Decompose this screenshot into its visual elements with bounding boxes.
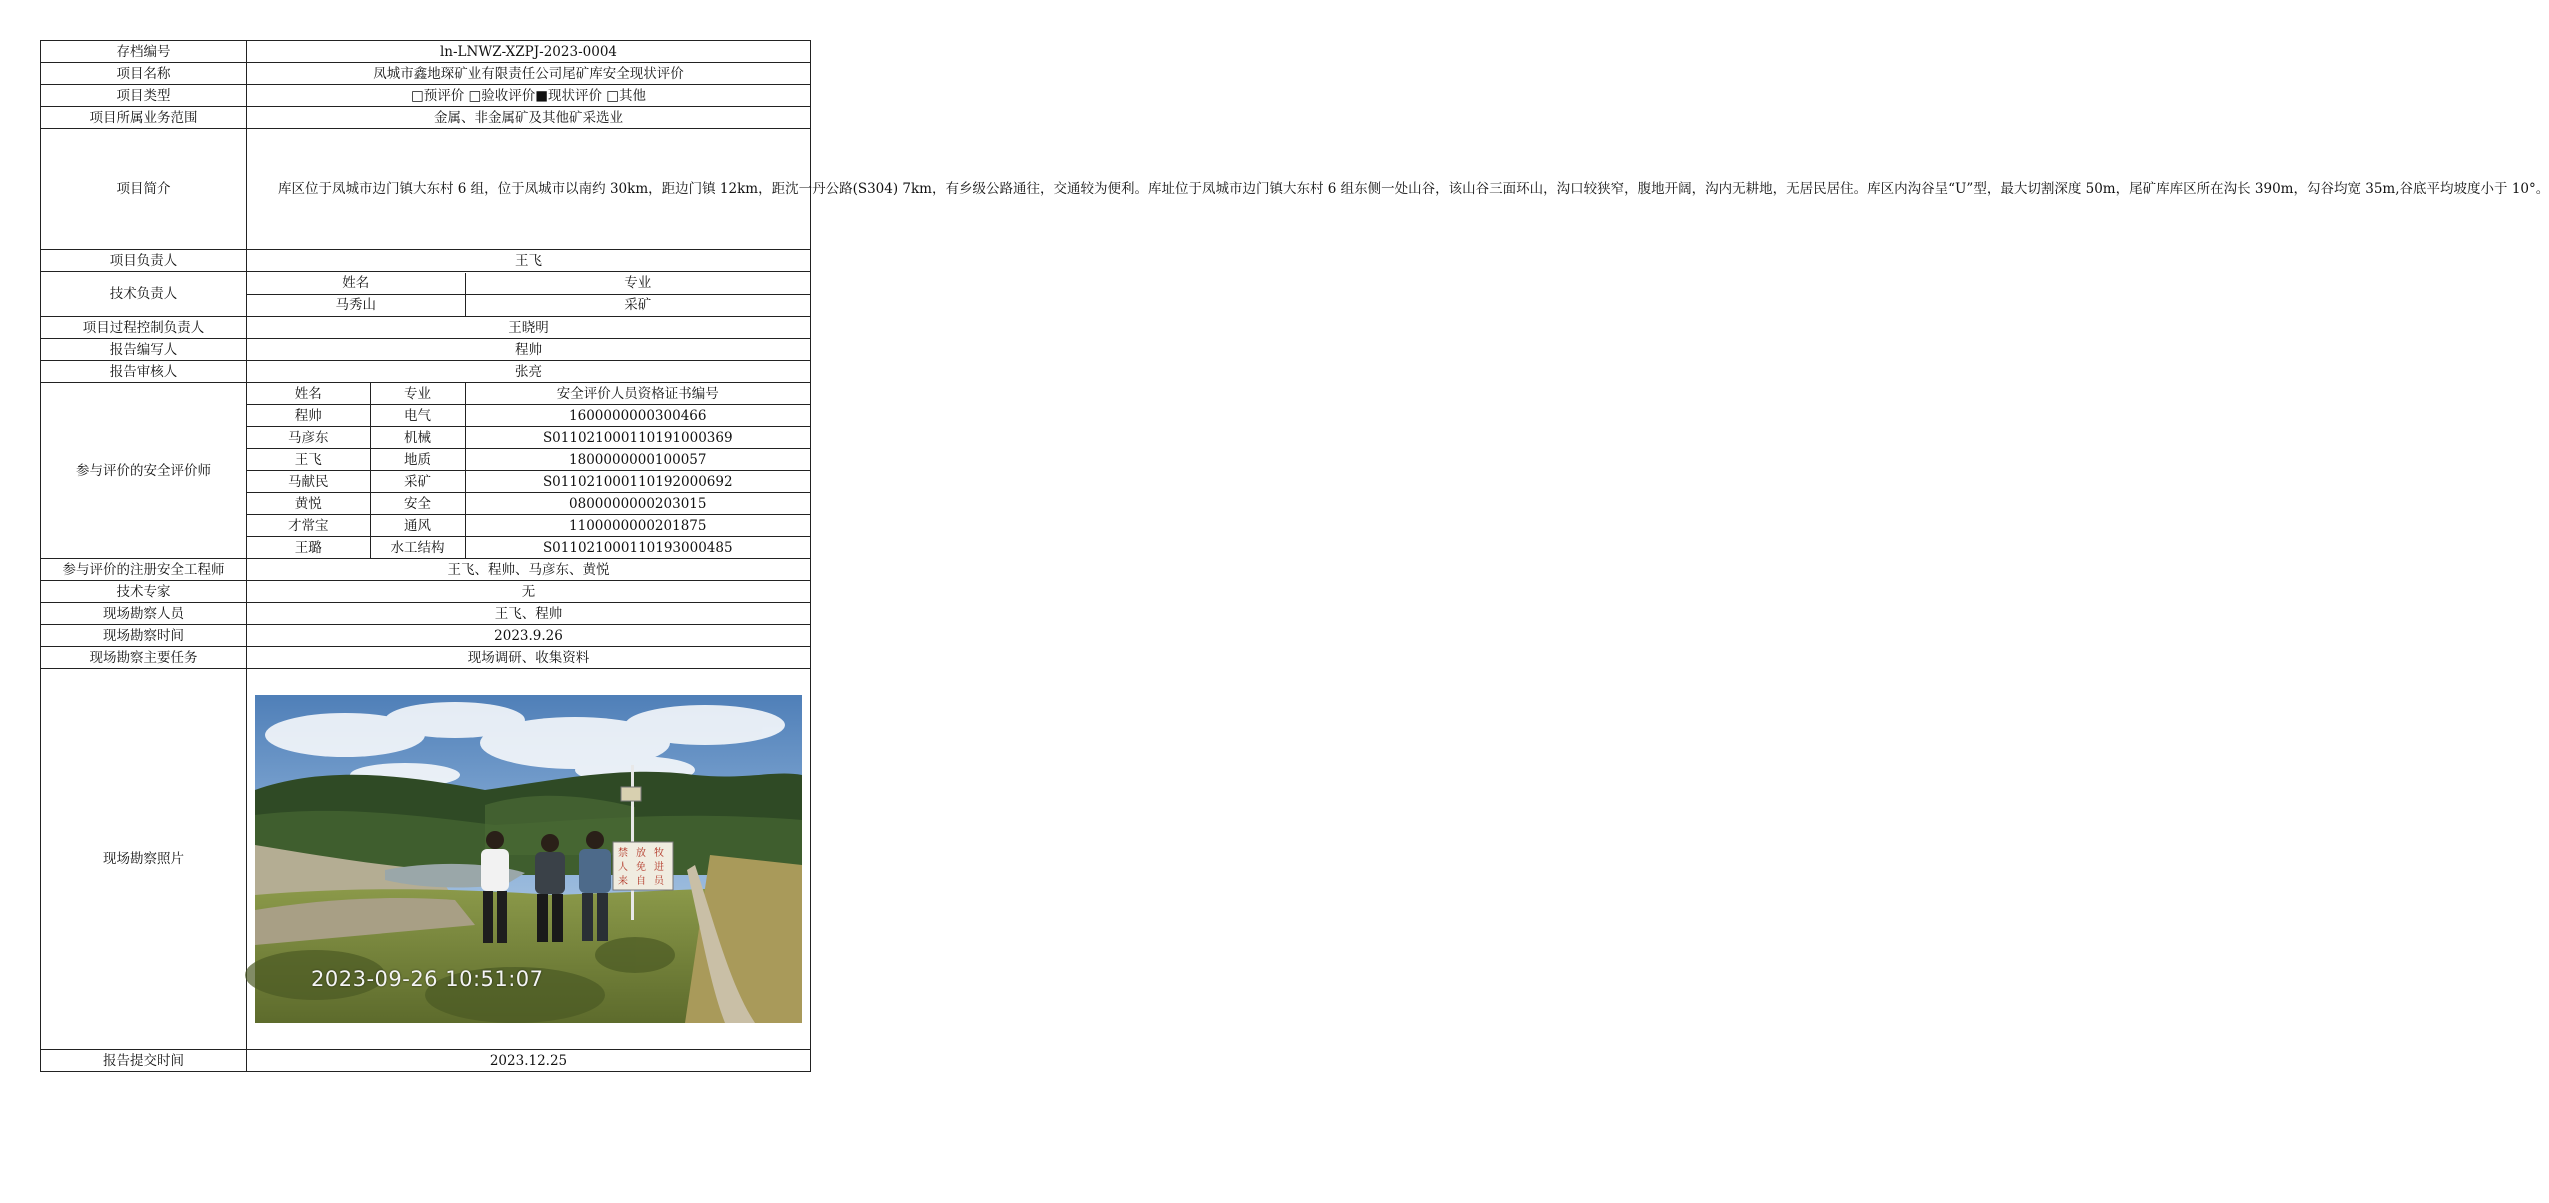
row-registered-engineers xyxy=(41,559,811,581)
tech-leader-name: 马秀山 xyxy=(247,294,465,316)
table-row xyxy=(247,427,810,449)
evaluator-cert: 1100000000201875 xyxy=(465,515,810,537)
project-intro-cell xyxy=(247,129,2549,250)
table-row xyxy=(247,515,810,537)
business-scope-label: 项目所属业务范围 xyxy=(41,107,247,129)
evaluator-name: 才常宝 xyxy=(247,515,370,537)
row-submit-time xyxy=(41,1050,811,1072)
sign-char: 人 xyxy=(618,862,628,873)
report-reviewer-value: 张亮 xyxy=(247,361,811,383)
survey-staff-value: 王飞、程帅 xyxy=(247,603,811,625)
sign-char: 放 xyxy=(636,848,646,859)
table-row xyxy=(247,405,810,427)
evaluator-major: 电气 xyxy=(370,405,465,427)
sign-char: 免 xyxy=(636,862,646,873)
project-record-table xyxy=(40,40,2549,1072)
evaluator-major: 机械 xyxy=(370,427,465,449)
project-intro-text: 库区位于凤城市边门镇大东村 6 组，位于凤城市以南约 30km，距边门镇 12km，距沈一丹公路(S304) 7km，有乡级公路通往，交通较为便利。库址位于凤城市边门镇大东村 6 组东侧一处山谷，该山谷三面环山，沟口较狭窄，腹地开阔，沟内无耕地，无居民居住。库区内沟谷呈“U”型，最大切割深度 50m，尾矿库库区所在沟长 390m，勾谷均宽 35m,谷底平均坡度小于 10°。 xyxy=(278,181,2549,197)
row-project-name xyxy=(41,63,811,85)
project-type-value: □预评价 □验收评价■现状评价 □其他 xyxy=(247,85,811,107)
tech-leader-label: 技术负责人 xyxy=(41,272,247,317)
report-reviewer-label: 报告审核人 xyxy=(41,361,247,383)
evaluators-header-name: 姓名 xyxy=(247,383,370,405)
sign-char: 来 xyxy=(618,876,628,887)
survey-staff-label: 现场勘察人员 xyxy=(41,603,247,625)
evaluator-name: 王璐 xyxy=(247,537,370,559)
sign-char: 禁 xyxy=(618,848,628,859)
row-survey-time xyxy=(41,625,811,647)
row-report-writer xyxy=(41,339,811,361)
row-survey-staff xyxy=(41,603,811,625)
report-writer-value: 程帅 xyxy=(247,339,811,361)
evaluator-major: 安全 xyxy=(370,493,465,515)
project-name-value: 凤城市鑫地琛矿业有限责任公司尾矿库安全现状评价 xyxy=(247,63,811,85)
photo-timestamp: 2023-09-26 10:51:07 xyxy=(311,967,544,991)
evaluators-nested xyxy=(247,383,811,559)
table-row xyxy=(247,471,810,493)
row-project-leader xyxy=(41,250,811,272)
evaluator-cert: 1600000000300466 xyxy=(465,405,810,427)
row-business-scope xyxy=(41,107,811,129)
table-row xyxy=(247,537,810,559)
tech-leader-name-header: 姓名 xyxy=(247,273,465,295)
row-survey-task xyxy=(41,647,811,669)
project-type-label: 项目类型 xyxy=(41,85,247,107)
project-leader-label: 项目负责人 xyxy=(41,250,247,272)
row-survey-photo xyxy=(41,669,811,1050)
evaluator-name: 程帅 xyxy=(247,405,370,427)
row-tech-expert xyxy=(41,581,811,603)
evaluator-major: 采矿 xyxy=(370,471,465,493)
survey-task-value: 现场调研、收集资料 xyxy=(247,647,811,669)
survey-photo xyxy=(255,695,802,1023)
evaluator-cert: S011021000110192000692 xyxy=(465,471,810,493)
evaluator-name: 马彦东 xyxy=(247,427,370,449)
evaluators-label: 参与评价的安全评价师 xyxy=(41,383,247,559)
evaluators-table xyxy=(247,383,810,558)
row-tech-leader xyxy=(41,272,811,317)
evaluator-cert: S011021000110191000369 xyxy=(465,427,810,449)
report-writer-label: 报告编写人 xyxy=(41,339,247,361)
tech-leader-table xyxy=(247,273,810,316)
evaluator-cert: 1800000000100057 xyxy=(465,449,810,471)
survey-photo-label: 现场勘察照片 xyxy=(41,669,247,1050)
tech-leader-major-header: 专业 xyxy=(465,273,810,295)
evaluator-name: 马献民 xyxy=(247,471,370,493)
registered-engineers-label: 参与评价的注册安全工程师 xyxy=(41,559,247,581)
business-scope-value: 金属、非金属矿及其他矿采选业 xyxy=(247,107,811,129)
row-report-reviewer xyxy=(41,361,811,383)
survey-time-value: 2023.9.26 xyxy=(247,625,811,647)
process-leader-label: 项目过程控制负责人 xyxy=(41,317,247,339)
row-evaluators xyxy=(41,383,811,559)
tech-expert-value: 无 xyxy=(247,581,811,603)
row-archive-no xyxy=(41,41,811,63)
survey-photo-cell xyxy=(247,669,811,1050)
project-leader-value: 王飞 xyxy=(247,250,811,272)
registered-engineers-value: 王飞、程帅、马彦东、黄悦 xyxy=(247,559,811,581)
sign-char: 员 xyxy=(654,876,664,887)
evaluator-cert: 0800000000203015 xyxy=(465,493,810,515)
table-row xyxy=(247,493,810,515)
sign-char: 牧 xyxy=(654,848,664,859)
archive-no-value: ln-LNWZ-XZPJ-2023-0004 xyxy=(247,41,811,63)
evaluators-header-cert: 安全评价人员资格证书编号 xyxy=(465,383,810,405)
table-row xyxy=(247,449,810,471)
archive-no-label: 存档编号 xyxy=(41,41,247,63)
evaluator-major: 地质 xyxy=(370,449,465,471)
process-leader-value: 王晓明 xyxy=(247,317,811,339)
survey-task-label: 现场勘察主要任务 xyxy=(41,647,247,669)
evaluator-cert: S011021000110193000485 xyxy=(465,537,810,559)
evaluators-header-major: 专业 xyxy=(370,383,465,405)
row-project-type xyxy=(41,85,811,107)
evaluator-major: 水工结构 xyxy=(370,537,465,559)
tech-leader-nested xyxy=(247,272,811,317)
evaluators-header-row xyxy=(247,383,810,405)
project-intro-label: 项目简介 xyxy=(41,129,247,250)
row-process-leader xyxy=(41,317,811,339)
submit-time-label: 报告提交时间 xyxy=(41,1050,247,1072)
sign-char: 自 xyxy=(636,876,646,887)
evaluator-name: 王飞 xyxy=(247,449,370,471)
evaluator-name: 黄悦 xyxy=(247,493,370,515)
tech-expert-label: 技术专家 xyxy=(41,581,247,603)
submit-time-value: 2023.12.25 xyxy=(247,1050,811,1072)
evaluator-major: 通风 xyxy=(370,515,465,537)
tech-leader-major: 采矿 xyxy=(465,294,810,316)
project-name-label: 项目名称 xyxy=(41,63,247,85)
sign-char: 进 xyxy=(654,862,664,873)
survey-time-label: 现场勘察时间 xyxy=(41,625,247,647)
row-project-intro xyxy=(41,129,811,250)
